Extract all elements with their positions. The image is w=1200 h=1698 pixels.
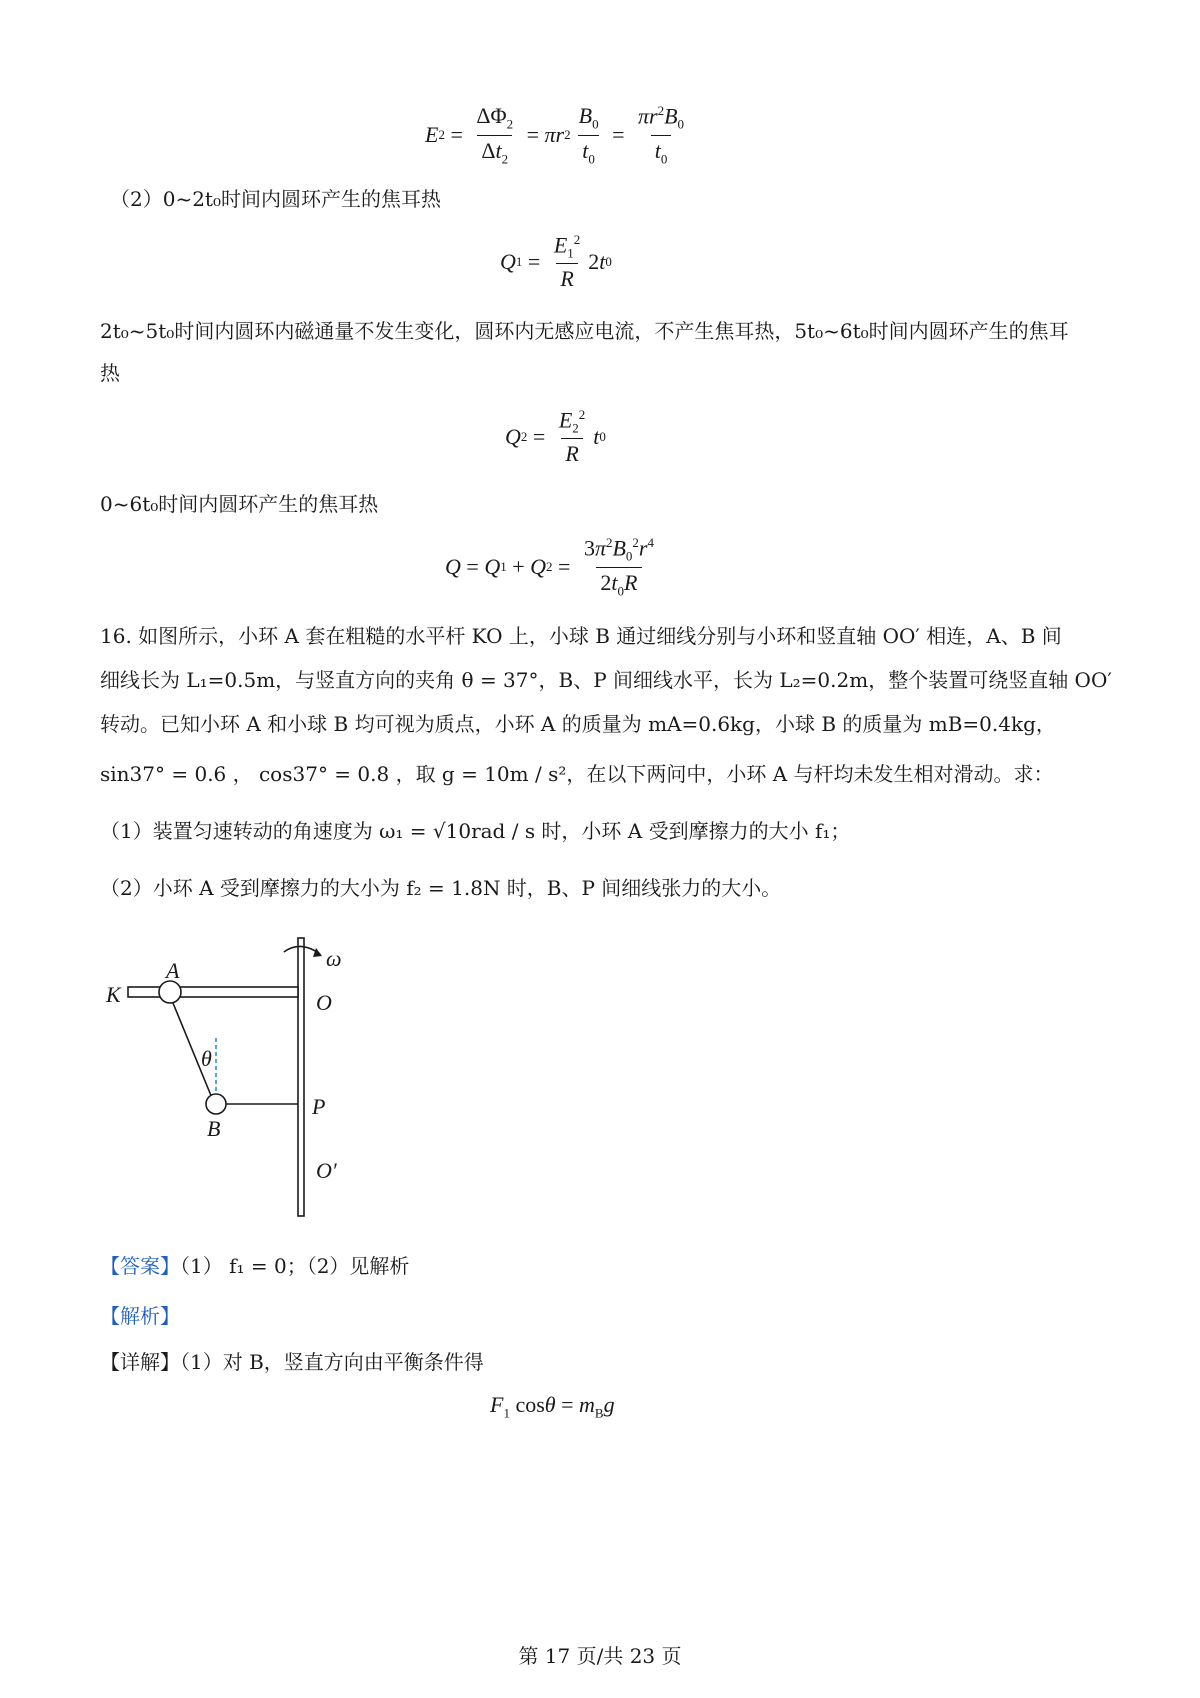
page-footer: 第 17 页/共 23 页 (518, 1644, 682, 1668)
answer-line (100, 1250, 409, 1279)
equation-q-total: Q = Q 1 + Q 2 = $\frac{3\pi^2B_0^2r^4}{2t_0R}$ (445, 534, 654, 599)
label-theta: θ (201, 1046, 212, 1071)
question-2: （2）小环 A 受到摩擦力的大小为 f₂ = 1.8N 时，B、P 间细线张力的大小。 (100, 876, 782, 900)
ring-a (159, 981, 181, 1003)
problem-line-2: 细线长为 L₁=0.5m，与竖直方向的夹角 θ = 37°，B、P 间细线水平，长为 L₂=0.2m，整个装置可绕竖直轴 OO′ (100, 668, 1112, 692)
label-p: P (312, 1094, 326, 1119)
total-heading: 0~6t₀时间内圆环产生的焦耳热 (100, 492, 379, 516)
question-1: （1）装置匀速转动的角速度为 ω₁ = √10rad / s 时，小环 A 受到摩擦力的大小 f₁； (100, 819, 851, 843)
problem-line-4: sin37° = 0.6 ， cos37° = 0.8 ，取 g = 10m / s²，在以下两问中，小环 A 与杆均未发生相对滑动。求： (100, 762, 1054, 786)
horizontal-rod (128, 987, 298, 997)
label-a: A (166, 958, 180, 983)
detail-line (100, 1346, 484, 1375)
label-o: O (316, 990, 332, 1015)
detail-label: 【详解】 (100, 1350, 180, 1374)
equation-f1: $F_1$ $\cos\theta = m_Bg$ (490, 1392, 615, 1421)
equation-q1: Q 1 = $\frac{E_1^2}{R}$ 2 t 0 (500, 231, 612, 292)
ball-b (206, 1094, 226, 1114)
mid-paragraph: 2t₀~5t₀时间内圆环内磁通量不发生变化，圆环内无感应电流，不产生焦耳热，5t₀~6t₀时间内圆环产生的焦耳 (100, 319, 1069, 343)
label-k: K (106, 982, 121, 1007)
label-b: B (207, 1116, 221, 1141)
equation-q2: Q 2 = $\frac{E_2^2}{R}$ t 0 (505, 406, 606, 467)
analysis-label: 【解析】 (100, 1304, 180, 1328)
label-o-prime: O′ (316, 1158, 337, 1183)
arrow-head-icon (313, 948, 322, 957)
mid-paragraph-cont: 热 (100, 361, 120, 385)
problem-line-1: 16. 如图所示，小环 A 套在粗糙的水平杆 KO 上，小球 B 通过细线分别与小环和竖直轴 OO′ 相连，A、B 间 (100, 624, 1062, 648)
vertical-axis (298, 938, 304, 1216)
answer-text: （1） f₁ = 0；（2）见解析 (180, 1254, 410, 1278)
answer-label: 【答案】 (100, 1254, 180, 1278)
problem-line-3: 转动。已知小环 A 和小球 B 均可视为质点，小环 A 的质量为 mA=0.6kg，小球 B 的质量为 mB=0.4kg， (100, 712, 1056, 736)
part2-heading: （2）0~2t₀时间内圆环产生的焦耳热 (110, 187, 441, 211)
label-omega: ω (326, 946, 342, 971)
equation-e2: E 2 = $\frac{\Delta\Phi_2}{\Delta t_2}$ = πr 2 $\frac{B_0}{t_0}$ = $\frac{\pi r^2B_0}{t_0}$ (425, 102, 685, 167)
detail-text: （1）对 B，竖直方向由平衡条件得 (180, 1350, 484, 1374)
